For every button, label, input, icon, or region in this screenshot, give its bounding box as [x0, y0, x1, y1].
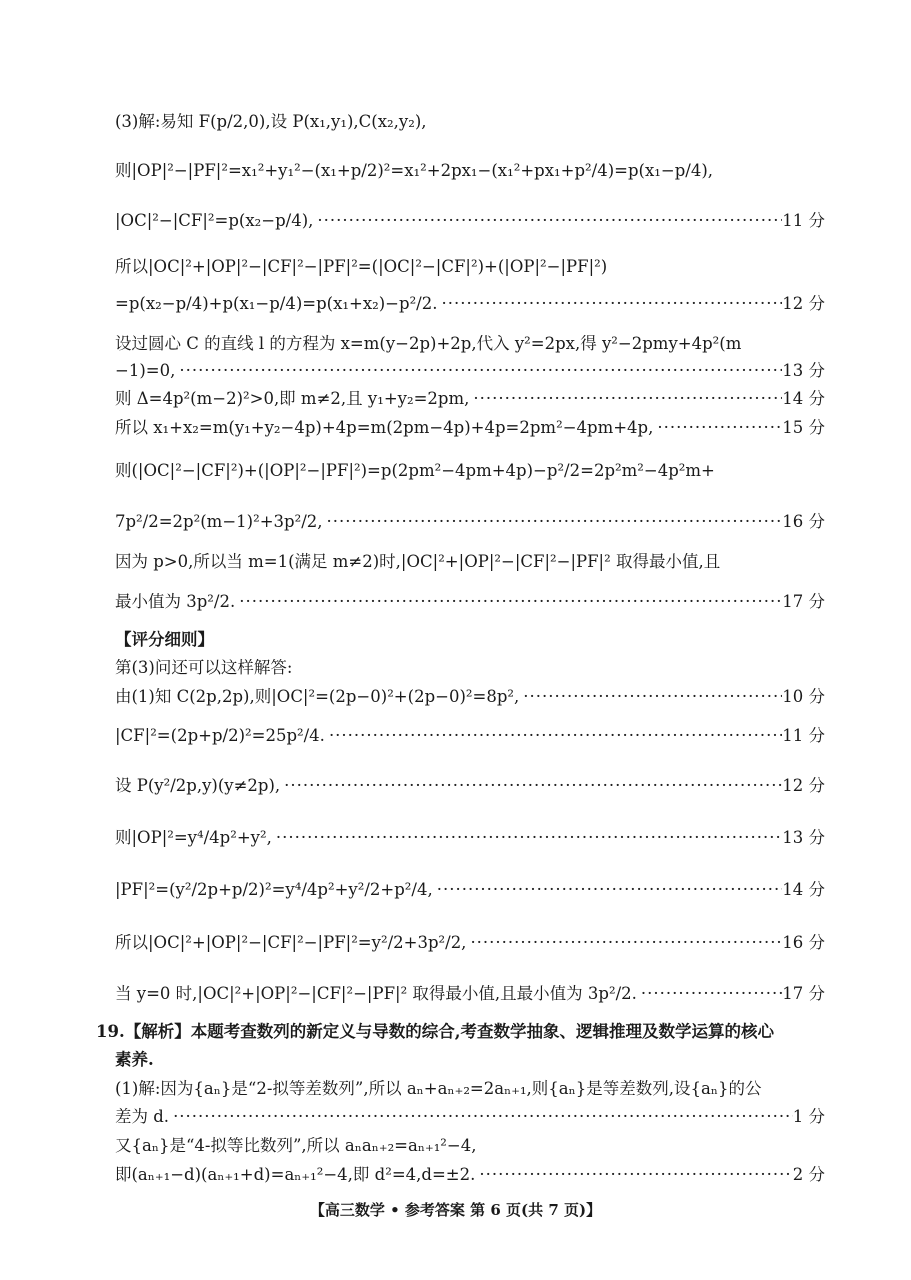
- line-text: |OC|²−|CF|²=p(x₂−p/4),: [115, 211, 314, 230]
- answer-line: [115, 683, 825, 707]
- leader-dots: [469, 389, 782, 408]
- leader-dots: [519, 687, 782, 706]
- line-text: 当 y=0 时,|OC|²+|OP|²−|CF|²−|PF|² 取得最小值,且最小值为 3p²/2.: [115, 984, 637, 1003]
- answer-line: [115, 876, 825, 900]
- line-text: 差为 d.: [115, 1107, 170, 1126]
- score-label: 16 分: [782, 933, 825, 952]
- line-text: 最小值为 3p²/2.: [115, 592, 236, 611]
- score-label: 17 分: [782, 984, 825, 1003]
- answer-line: 因为 p>0,所以当 m=1(满足 m≠2)时,|OC|²+|OP|²−|CF|²−|PF|² 取得最小值,且: [115, 552, 721, 571]
- line-text: =p(x₂−p/4)+p(x₁−p/4)=p(x₁+x₂)−p²/2.: [115, 294, 438, 313]
- answer-line: [115, 824, 825, 848]
- answer-line: [115, 980, 825, 1004]
- line-text: 则|OP|²=y⁴/4p²+y²,: [115, 828, 272, 847]
- score-label: 2 分: [792, 1165, 825, 1184]
- score-label: 15 分: [782, 418, 825, 437]
- score-label: 13 分: [782, 361, 825, 380]
- page-footer: 【高三数学 • 参考答案 第 6 页(共 7 页)】: [309, 1201, 602, 1219]
- score-label: 12 分: [782, 776, 825, 795]
- answer-line: [115, 929, 825, 953]
- answer-line: 则|OP|²−|PF|²=x₁²+y₁²−(x₁+p/2)²=x₁²+2px₁−(x₁²+px₁+p²/4)=p(x₁−p/4),: [115, 161, 714, 180]
- score-label: 13 分: [782, 828, 825, 847]
- line-text: −1)=0,: [115, 361, 176, 380]
- score-label: 11 分: [782, 726, 825, 745]
- leader-dots: [175, 361, 782, 380]
- score-label: 10 分: [782, 687, 825, 706]
- answer-line: [115, 414, 825, 438]
- answer-line: [115, 508, 825, 532]
- score-label: 1 分: [792, 1107, 825, 1126]
- line-text: |PF|²=(y²/2p+p/2)²=y⁴/4p²+y²/2+p²/4,: [115, 880, 433, 899]
- leader-dots: [325, 726, 782, 745]
- line-text: 所以 x₁+x₂=m(y₁+y₂−4p)+4p=m(2pm−4p)+4p=2pm²−4pm+4p,: [115, 418, 654, 437]
- leader-dots: [653, 418, 782, 437]
- answer-line: [115, 207, 825, 231]
- question-19-heading: 19.【解析】本题考查数列的新定义与导数的综合,考查数学抽象、逻辑推理及数学运算的核心: [96, 1022, 774, 1041]
- score-label: 11 分: [782, 211, 825, 230]
- question-19-heading-cont: 素养.: [115, 1050, 154, 1069]
- answer-line: 第(3)问还可以这样解答:: [115, 658, 293, 677]
- answer-line: [115, 385, 825, 409]
- leader-dots: [466, 933, 782, 952]
- answer-line: [115, 722, 825, 746]
- answer-line: [115, 290, 825, 314]
- answer-line: [115, 1161, 825, 1185]
- leader-dots: [272, 828, 782, 847]
- leader-dots: [437, 294, 782, 313]
- answer-line: [115, 1103, 825, 1127]
- leader-dots: [637, 984, 782, 1003]
- score-label: 14 分: [782, 389, 825, 408]
- answer-line: (3)解:易知 F(p/2,0),设 P(x₁,y₁),C(x₂,y₂),: [115, 112, 427, 131]
- answer-line: [115, 357, 825, 381]
- answer-line: 则(|OC|²−|CF|²)+(|OP|²−|PF|²)=p(2pm²−4pm+4p)−p²/2=2p²m²−4p²m+: [115, 461, 715, 480]
- answer-line: 设过圆心 C 的直线 l 的方程为 x=m(y−2p)+2p,代入 y²=2px,得 y²−2pmy+4p²(m: [115, 334, 742, 353]
- line-text: 则 Δ=4p²(m−2)²>0,即 m≠2,且 y₁+y₂=2pm,: [115, 389, 470, 408]
- line-text: 所以|OC|²+|OP|²−|CF|²−|PF|²=y²/2+3p²/2,: [115, 933, 467, 952]
- answer-line: (1)解:因为{aₙ}是“2-拟等差数列”,所以 aₙ+aₙ₊₂=2aₙ₊₁,则{aₙ}是等差数列,设{aₙ}的公: [115, 1079, 762, 1098]
- leader-dots: [169, 1107, 793, 1126]
- leader-dots: [313, 211, 782, 230]
- leader-dots: [433, 880, 783, 899]
- score-label: 16 分: [782, 512, 825, 531]
- answer-line: 又{aₙ}是“4-拟等比数列”,所以 aₙaₙ₊₂=aₙ₊₁²−4,: [115, 1136, 477, 1155]
- line-text: 7p²/2=2p²(m−1)²+3p²/2,: [115, 512, 323, 531]
- line-text: 由(1)知 C(2p,2p),则|OC|²=(2p−0)²+(2p−0)²=8p²,: [115, 687, 520, 706]
- score-label: 17 分: [782, 592, 825, 611]
- leader-dots: [475, 1165, 792, 1184]
- line-text: 设 P(y²/2p,y)(y≠2p),: [115, 776, 281, 795]
- leader-dots: [280, 776, 782, 795]
- answer-line: [115, 772, 825, 796]
- section-heading: 【评分细则】: [115, 630, 214, 649]
- score-label: 14 分: [782, 880, 825, 899]
- answer-line: [115, 588, 825, 612]
- line-text: 即(aₙ₊₁−d)(aₙ₊₁+d)=aₙ₊₁²−4,即 d²=4,d=±2.: [115, 1165, 476, 1184]
- score-label: 12 分: [782, 294, 825, 313]
- line-text: |CF|²=(2p+p/2)²=25p²/4.: [115, 726, 325, 745]
- answer-line: 所以|OC|²+|OP|²−|CF|²−|PF|²=(|OC|²−|CF|²)+(|OP|²−|PF|²): [115, 257, 608, 276]
- leader-dots: [323, 512, 783, 531]
- leader-dots: [235, 592, 782, 611]
